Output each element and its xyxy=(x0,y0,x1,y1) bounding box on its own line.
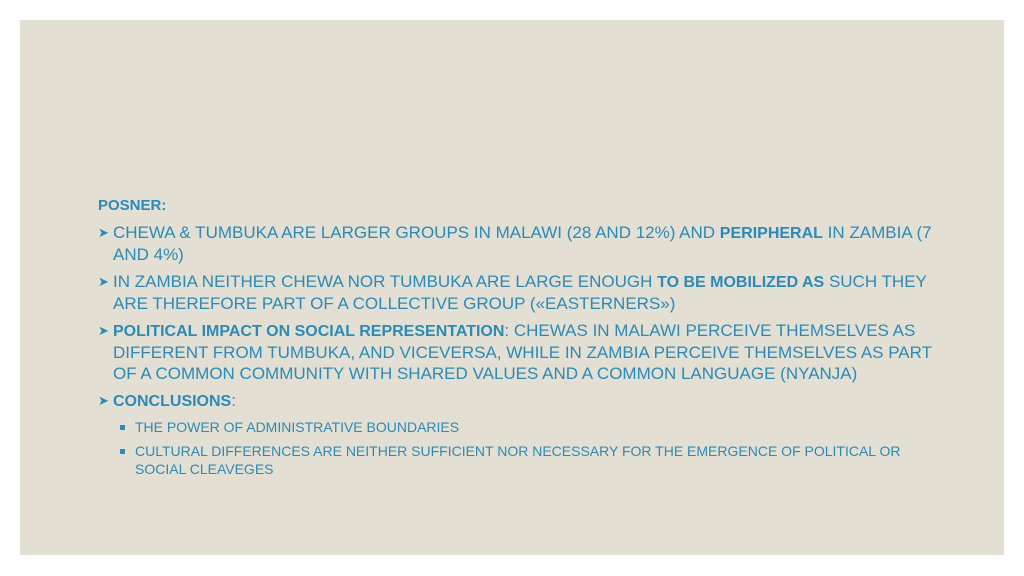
bullet-item xyxy=(98,390,948,412)
bullet-text-part: IN ZAMBIA (7 AND 4%) xyxy=(113,223,932,264)
arrow-bullet-icon: ➤ xyxy=(98,274,109,289)
arrow-bullet-icon: ➤ xyxy=(98,393,109,408)
bullet-text-part: IN ZAMBIA NEITHER CHEWA NOR TUMBUKA ARE LARGE ENOUGH xyxy=(113,272,658,291)
slide-content xyxy=(98,196,948,484)
slide-heading: POSNER: xyxy=(98,197,167,214)
arrow-bullet-icon: ➤ xyxy=(98,225,109,240)
square-bullet-icon xyxy=(120,449,125,454)
sub-bullet-text: CULTURAL DIFFERENCES ARE NEITHER SUFFICIENT NOR NECESSARY FOR THE EMERGENCE OF POLITICAL OR SOCIAL CLEAVEGES xyxy=(135,443,901,477)
slide xyxy=(20,20,1004,555)
bullet-emphasis: POLITICAL IMPACT ON SOCIAL REPRESENTATION xyxy=(113,323,505,340)
sub-bullet-text: THE POWER OF ADMINISTRATIVE BOUNDARIES xyxy=(135,419,460,435)
bullet-text-part: : xyxy=(231,391,236,410)
bullet-emphasis: CONCLUSIONS xyxy=(113,393,232,410)
square-bullet-icon xyxy=(120,425,125,430)
bullet-emphasis: TO BE MOBILIZED AS xyxy=(657,274,825,291)
sub-bullet-item xyxy=(98,442,948,478)
bullet-text-part: : CHEWAS IN MALAWI PERCEIVE THEMSELVES AS DIFFERENT FROM TUMBUKA, AND VICEVERSA, WHILE IN ZAMBIA PERCEIVE THEMSELVES AS PART OF A COMMON COMMUNITY WITH SHARED VALUES AND A COMMON LANGUAGE (NYANJA) xyxy=(113,321,932,383)
bullet-text-part: CHEWA & TUMBUKA ARE LARGER GROUPS IN MALAWI (28 AND 12%) AND xyxy=(113,223,720,242)
bullet-emphasis: PERIPHERAL xyxy=(719,225,823,242)
bullet-item xyxy=(98,271,948,314)
bullet-item xyxy=(98,320,948,384)
bullet-item xyxy=(98,222,948,265)
bullet-text-part: SUCH THEY ARE THEREFORE PART OF A COLLECTIVE GROUP («EASTERNERS») xyxy=(113,272,927,313)
sub-bullet-item xyxy=(98,418,948,436)
arrow-bullet-icon: ➤ xyxy=(98,323,109,338)
